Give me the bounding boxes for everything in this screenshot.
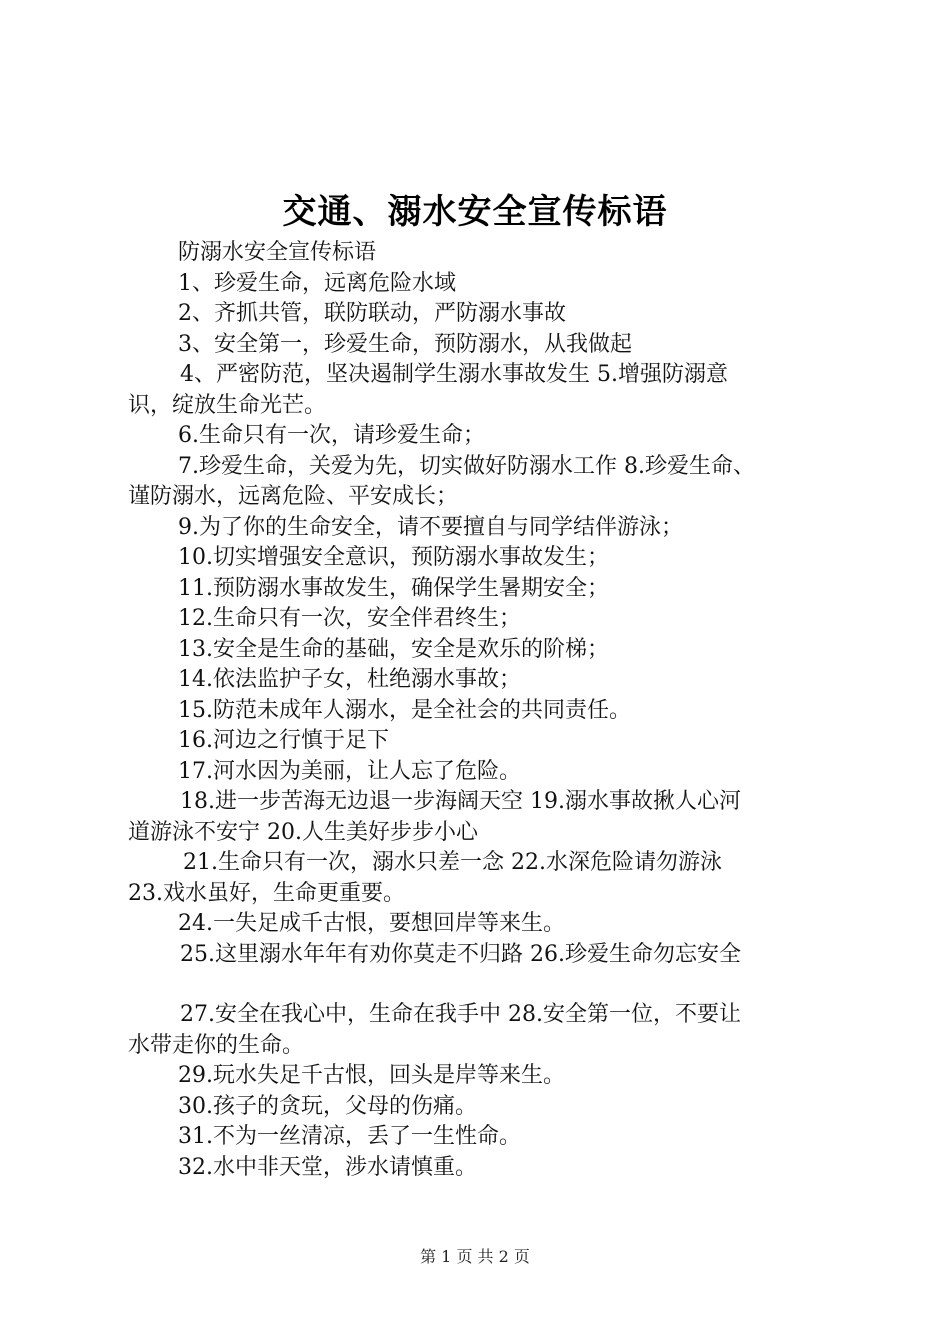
slogan-line-continuation: 23.戏水虽好，生命更重要。 [128,880,405,906]
slogan-line: 3、安全第一，珍爱生命，预防溺水，从我做起 [178,331,632,357]
slogan-line: 13.安全是生命的基础，安全是欢乐的阶梯； [178,636,609,662]
slogan-line-continuation: 道游泳不安宁 20.人生美好步步小心 [128,819,478,845]
slogan-line: 18.进一步苦海无边退一步海阔天空 19.溺水事故揪人心河 [180,789,741,814]
slogan-line: 27.安全在我心中，生命在我手中 28.安全第一位，不要让 [180,1002,741,1027]
slogan-line: 2、齐抓共管，联防联动，严防溺水事故 [178,301,566,326]
slogan-line: 30.孩子的贪玩，父母的伤痛。 [178,1093,477,1119]
slogan-line: 6.生命只有一次，请珍爱生命； [178,423,485,448]
document-title: 交通、溺水安全宣传标语 [282,192,668,232]
slogan-line-continuation: 谨防溺水，远离危险、平安成长； [128,484,459,509]
slogan-line: 32.水中非天堂，涉水请慎重。 [178,1154,477,1180]
slogan-line: 16.河边之行慎于足下 [178,728,389,753]
slogan-line-continuation: 水带走你的生命。 [128,1032,305,1058]
slogan-line: 29.玩水失足千古恨，回头是岸等来生。 [178,1063,565,1088]
slogan-line: 21.生命只有一次，溺水只差一念 22.水深危险请勿游泳 [183,850,722,875]
slogan-line: 24.一失足成千古恨，要想回岸等来生。 [178,911,565,936]
slogan-line: 17.河水因为美丽，让人忘了危险。 [178,758,521,784]
slogan-line-continuation: 识，绽放生命光芒。 [128,392,327,418]
slogan-list [128,238,838,1183]
slogan-line: 7.珍爱生命，关爱为先，切实做好防溺水工作 8.珍爱生命、 [178,453,755,479]
slogan-line: 9.为了你的生命安全，请不要擅自与同学结伴游泳； [178,514,683,540]
slogan-line: 11.预防溺水事故发生，确保学生暑期安全； [178,575,609,601]
slogan-line: 31.不为一丝清凉，丢了一生性命。 [178,1124,521,1149]
slogan-line: 15.防范未成年人溺水，是全社会的共同责任。 [178,697,631,723]
slogan-line: 25.这里溺水年年有劝你莫走不归路 26.珍爱生命勿忘安全 [180,941,741,967]
slogan-line: 4、严密防范，坚决遏制学生溺水事故发生 5.增强防溺意 [180,362,728,387]
section-heading: 防溺水安全宣传标语 [178,240,377,265]
slogan-line: 1、珍爱生命，远离危险水域 [178,270,456,296]
slogan-line: 10.切实增强安全意识，预防溺水事故发生； [178,545,609,570]
page-number-footer: 第 1 页 共 2 页 [420,1247,530,1266]
slogan-line: 14.依法监护子女，杜绝溺水事故； [178,667,521,692]
blank-line [128,970,838,1000]
slogan-line: 12.生命只有一次，安全伴君终生； [178,606,521,631]
